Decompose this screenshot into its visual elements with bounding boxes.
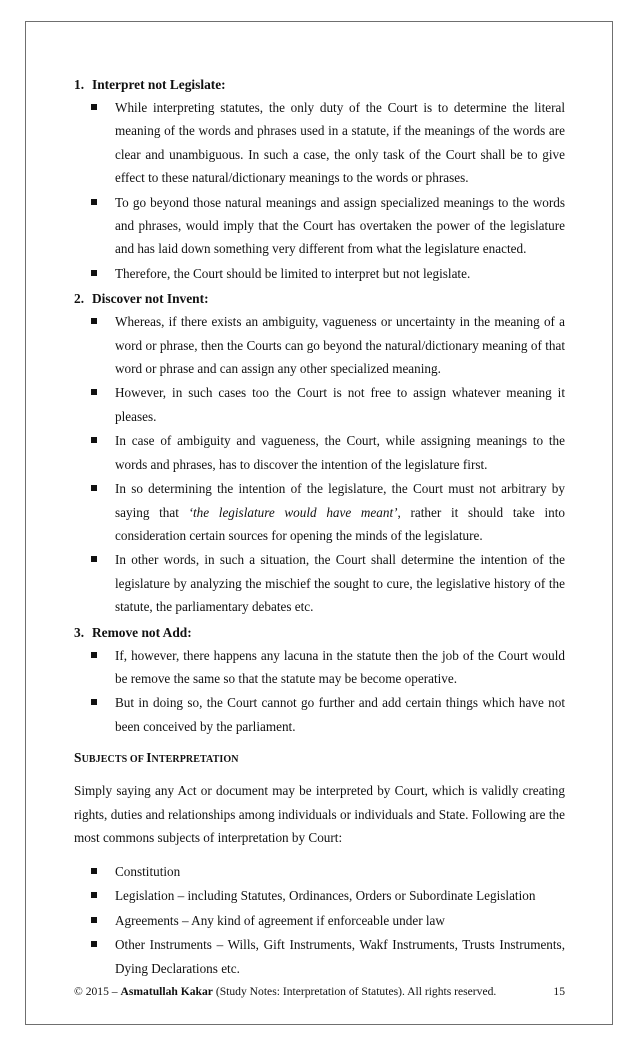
list-item: In so determining the intention of the legislature, the Court must not arbitrary by saying that ‘the legislature would have meant’, rather it should take into consideration certain sources for opening the minds of the legislature. <box>74 477 565 547</box>
square-bullet-icon <box>91 318 97 324</box>
square-bullet-icon <box>91 699 97 705</box>
section-title: Discover not Invent: <box>92 291 209 307</box>
list-item: To go beyond those natural meanings and assign specialized meanings to the words and phrases, would imply that the Court has overtaken the power of the legislature and has laid down something very different from what the legislature enacted. <box>74 191 565 261</box>
subjects-paragraph: Simply saying any Act or document may be interpreted by Court, which is validly creating rights, duties and relationships among individuals or individuals and State. Following are the most commons subjects of interpretation by Court: <box>74 783 565 846</box>
section-2 <box>74 287 565 618</box>
section-heading <box>74 73 565 96</box>
page-content <box>74 71 565 981</box>
list-item: Agreements – Any kind of agreement if enforceable under law <box>74 909 565 932</box>
section-1 <box>74 73 565 285</box>
list-item: Whereas, if there exists an ambiguity, vagueness or uncertainty in the meaning of a word or phrase, then the Courts can go beyond the natural/dictionary meaning of that word or phrase and can assign any other specialized meaning. <box>74 310 565 380</box>
list-item: In case of ambiguity and vagueness, the Court, while assigning meanings to the words and phrases, has to discover the intention of the legislature first. <box>74 429 565 476</box>
square-bullet-icon <box>91 389 97 395</box>
list-item: Legislation – including Statutes, Ordinances, Orders or Subordinate Legislation <box>74 884 565 907</box>
section-heading <box>74 287 565 310</box>
list-item: Therefore, the Court should be limited to interpret but not legislate. <box>74 262 565 285</box>
author-name: Asmatullah Kakar <box>120 985 213 998</box>
list-item: Other Instruments – Wills, Gift Instruments, Wakf Instruments, Trusts Instruments, Dying Declarations etc. <box>74 933 565 980</box>
section-heading <box>74 621 565 644</box>
list-item: If, however, there happens any lacuna in the statute then the job of the Court would be remove the same so that the statute may be become operative. <box>74 644 565 691</box>
subjects-heading: SUBJECTS OF INTERPRETATION <box>74 750 239 766</box>
section-number: 1. <box>74 77 85 92</box>
italic-quote: ‘the legislature would have meant’ <box>188 504 398 520</box>
section-number: 2. <box>74 291 85 307</box>
bullet-list <box>74 310 565 618</box>
square-bullet-icon <box>91 556 97 562</box>
list-item: But in doing so, the Court cannot go further and add certain things which have not been conceived by the parliament. <box>74 691 565 738</box>
subjects-list <box>74 860 565 980</box>
section-number: 3. <box>74 624 85 640</box>
list-item: Constitution <box>74 860 565 883</box>
bullet-list <box>74 96 565 285</box>
bullet-list <box>74 644 565 739</box>
square-bullet-icon <box>91 652 97 658</box>
list-item: However, in such cases too the Court is not free to assign whatever meaning it pleases. <box>74 381 565 428</box>
section-3 <box>74 621 565 739</box>
copyright-notice: © 2015 – Asmatullah Kakar (Study Notes: Interpretation of Statutes). All rights reserved. <box>74 985 497 998</box>
square-bullet-icon <box>91 941 97 947</box>
square-bullet-icon <box>91 270 97 276</box>
section-title: Interpret not Legislate: <box>92 77 226 92</box>
square-bullet-icon <box>91 437 97 443</box>
page-number: 15 <box>553 985 565 998</box>
section-title: Remove not Add: <box>92 624 192 640</box>
square-bullet-icon <box>91 104 97 110</box>
square-bullet-icon <box>91 917 97 923</box>
square-bullet-icon <box>91 485 97 491</box>
page-footer <box>74 985 565 998</box>
square-bullet-icon <box>91 199 97 205</box>
list-item: While interpreting statutes, the only duty of the Court is to determine the literal meaning of the words and phrases used in a statute, if the meanings of the words are clear and unambiguous. In such a case, the only task of the Court shall be to give effect to these natural/dictionary meanings to the words or phrases. <box>74 96 565 190</box>
list-item: In other words, in such a situation, the Court shall determine the intention of the legislature by analyzing the mischief the sought to cure, the legislative history of the statute, the parliamentary debates etc. <box>74 548 565 618</box>
square-bullet-icon <box>91 892 97 898</box>
square-bullet-icon <box>91 868 97 874</box>
